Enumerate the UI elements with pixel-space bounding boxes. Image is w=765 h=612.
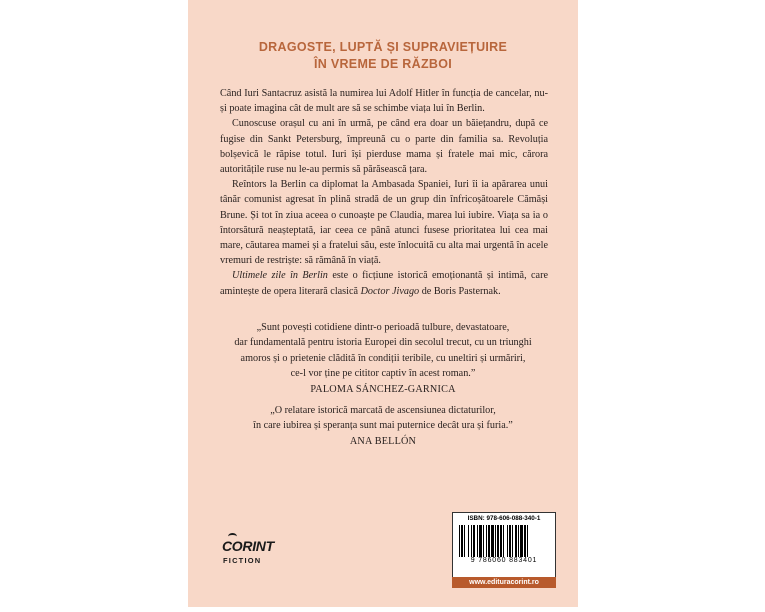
quote-line: „Sunt povești cotidiene dintr-o perioadă tulbure, devastatoare, (256, 322, 510, 333)
back-cover (188, 0, 578, 607)
isbn-label: ISBN: 978-606-088-340-1 (467, 515, 541, 522)
description-paragraph-3: Reîntors la Berlin ca diplomat la Ambasada Spaniei, Iuri îi ia apărarea unui tânăr comunist agresat în plină stradă de un grup din înfricoșătoarele Cămăși Brune. Și tot în ziua aceea o cunoaște pe Claudia, marea lui iubire. Viața sa ia o întorsătură neașteptată, iar ceea ce până atunci fusese prioritatea lui cea mai mare, căutarea mamei și a fratelui său, este înlocuită cu alta mai urgentă în acele vremuri de restriște: să rămână în viață. (220, 179, 548, 267)
quote-line: în care iubirea și speranța sunt mai puternice decât ura și furia.” (253, 420, 513, 432)
book-description (220, 86, 548, 299)
description-paragraph-4-end: de Boris Pasternak. (419, 285, 501, 297)
barcode-icon (459, 525, 549, 557)
quote-author: ANA BELLÓN (349, 435, 417, 447)
headline-line-2: ÎN VREME DE RĂZBOI (313, 57, 453, 71)
reference-title-italic: Doctor Jivago (360, 285, 420, 297)
review-quote-1 (188, 320, 578, 397)
barcode-digits: 9 786060 883401 (470, 557, 538, 564)
review-quote-2 (188, 403, 578, 449)
barcode-box (452, 512, 556, 578)
quote-line: „O relatare istorică marcată de ascensiunea dictaturilor, (270, 405, 496, 416)
publisher-imprint: FICTION (223, 556, 262, 565)
quote-line: amoros și o prietenie clădită în condiții teribile, cu uneltiri și urmăriri, (240, 352, 526, 364)
description-paragraph-4-text: este o ficțiune istorică emoționantă și intimă, care amintește de opera literară clasică (220, 270, 548, 297)
quote-line: ce-l vor ține pe cititor captiv în acest roman.” (290, 368, 476, 380)
headline-line-1: DRAGOSTE, LUPTĂ ȘI SUPRAVIEȚUIRE (258, 40, 508, 54)
quote-line: dar fundamentală pentru istoria Europei din secolul trecut, cu un triunghi (234, 337, 532, 349)
publisher-website: www.edituracorint.ro (452, 577, 556, 588)
description-paragraph-1: Când Iuri Santacruz asistă la numirea lui Adolf Hitler în funcția de cancelar, nu-și poate imagina cât de mult are să se schimbe viața lui în Berlin. (220, 88, 548, 115)
publisher-logo-name: CORINT (222, 538, 274, 554)
description-paragraph-2: Cunoscuse orașul cu ani în urmă, pe când era doar un băiețandru, după ce fugise din Sankt Petersburg, împreună cu o parte din familia sa. Revoluția bolșevică le răpise totul. Iuri își pierduse mama și fratele mai mic, cărora autoritățile ruse nu le-au permis să părăsească țara. (220, 118, 548, 176)
description-paragraph-4 (220, 268, 548, 298)
quote-author: PALOMA SÁNCHEZ-GARNICA (310, 383, 456, 395)
publisher-logo (222, 538, 282, 578)
book-title-italic: Ultimele zile în Berlin (232, 270, 328, 282)
